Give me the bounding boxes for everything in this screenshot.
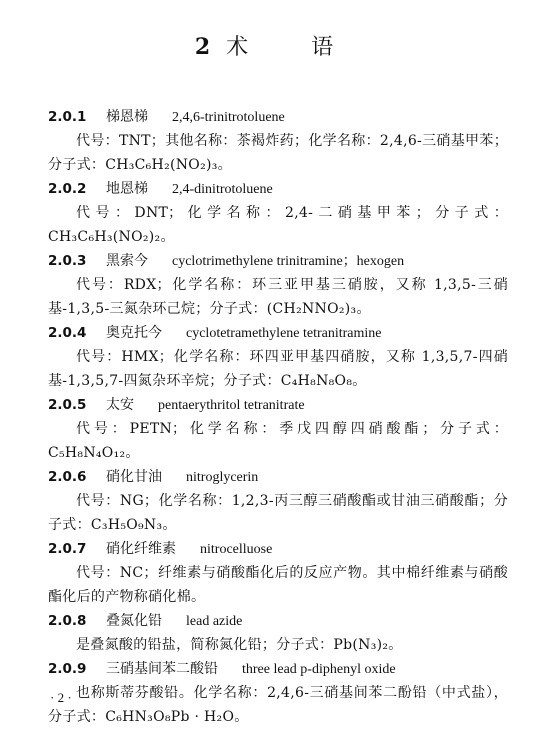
term-entry (48, 657, 508, 729)
clause-number: 2.0.3 (48, 253, 87, 269)
term-definition: 是叠氮酸的铅盐，简称氮化铅；分子式：Pb(N₃)₂。 (76, 637, 403, 653)
term-definition: 代号：HMX；化学名称：环四亚甲基四硝胺，又称 1,3,5,7-四硝基-1,3,5,7-四氮杂环辛烷；分子式：C₄H₈N₈O₈。 (48, 349, 508, 389)
clause-number: 2.0.9 (48, 661, 87, 677)
term-chinese: 黑索今 (106, 253, 148, 269)
term-definition: 也称斯蒂芬酸铅。化学名称：2,4,6-三硝基间苯二酚铅（中式盐），分子式：C₆HN₃O₈Pb · H₂O。 (48, 685, 508, 725)
term-entry (48, 393, 508, 465)
term-heading (48, 609, 508, 633)
term-heading (48, 465, 508, 489)
term-chinese: 梯恩梯 (106, 109, 148, 125)
term-entry (48, 537, 508, 609)
term-english: lead azide (186, 614, 243, 629)
page-number: · 2 · (50, 690, 72, 705)
term-english: 2,4,6-trinitrotoluene (172, 110, 285, 125)
clause-number: 2.0.5 (48, 397, 87, 413)
term-entry (48, 321, 508, 393)
term-definition: 代号：PETN；化学名称：季戊四醇四硝酸酯；分子式：C₅H₈N₄O₁₂。 (48, 421, 508, 461)
term-chinese: 叠氮化铅 (106, 613, 162, 629)
term-entry (48, 177, 508, 249)
term-chinese: 三硝基间苯二酸铅 (106, 661, 218, 677)
term-definition: 代号：NC；纤维素与硝酸酯化后的反应产物。其中棉纤维素与硝酸酯化后的产物称硝化棉。 (48, 565, 508, 605)
chapter-number: 2 (194, 34, 213, 60)
term-definition: 代号：DNT；化学名称：2,4-二硝基甲苯；分子式：CH₃C₆H₃(NO₂)₂。 (48, 205, 508, 245)
term-entry (48, 465, 508, 537)
clause-number: 2.0.8 (48, 613, 87, 629)
term-definition: 代号：RDX；化学名称：环三亚甲基三硝胺，又称 1,3,5-三硝基-1,3,5-三氮杂环己烷；分子式：(CH₂NNO₂)₃。 (48, 277, 508, 317)
term-english: cyclotetramethylene tetranitramine (186, 326, 382, 341)
chapter-heading (0, 30, 556, 61)
term-chinese: 地恩梯 (106, 181, 148, 197)
chapter-title: 术 语 (226, 35, 362, 60)
term-heading (48, 177, 508, 201)
term-heading (48, 105, 508, 129)
clause-number: 2.0.1 (48, 109, 87, 125)
clause-number: 2.0.7 (48, 541, 87, 557)
terms-list (48, 105, 508, 729)
term-heading (48, 537, 508, 561)
term-chinese: 硝化纤维素 (106, 541, 176, 557)
term-heading (48, 657, 508, 681)
term-chinese: 奥克托今 (106, 325, 162, 341)
term-chinese: 太安 (106, 397, 134, 413)
term-entry (48, 609, 508, 657)
term-heading (48, 321, 508, 345)
term-heading (48, 393, 508, 417)
term-english: nitroglycerin (186, 470, 259, 485)
term-english: nitrocelluose (200, 542, 273, 557)
clause-number: 2.0.2 (48, 181, 87, 197)
term-english: 2,4-dinitrotoluene (172, 182, 273, 197)
term-chinese: 硝化甘油 (106, 469, 162, 485)
term-definition: 代号：NG；化学名称：1,2,3-丙三醇三硝酸酯或甘油三硝酸酯；分子式：C₃H₅O₉N₃。 (48, 493, 508, 533)
term-english: three lead p-diphenyl oxide (242, 662, 396, 677)
clause-number: 2.0.4 (48, 325, 87, 341)
term-english: cyclotrimethylene trinitramine；hexogen (172, 254, 405, 269)
clause-number: 2.0.6 (48, 469, 87, 485)
term-entry (48, 249, 508, 321)
term-definition: 代号：TNT；其他名称：茶褐炸药；化学名称：2,4,6-三硝基甲苯；分子式：CH₃C₆H₂(NO₂)₃。 (48, 133, 508, 173)
term-heading (48, 249, 508, 273)
term-entry (48, 105, 508, 177)
term-english: pentaerythritol tetranitrate (158, 398, 305, 413)
